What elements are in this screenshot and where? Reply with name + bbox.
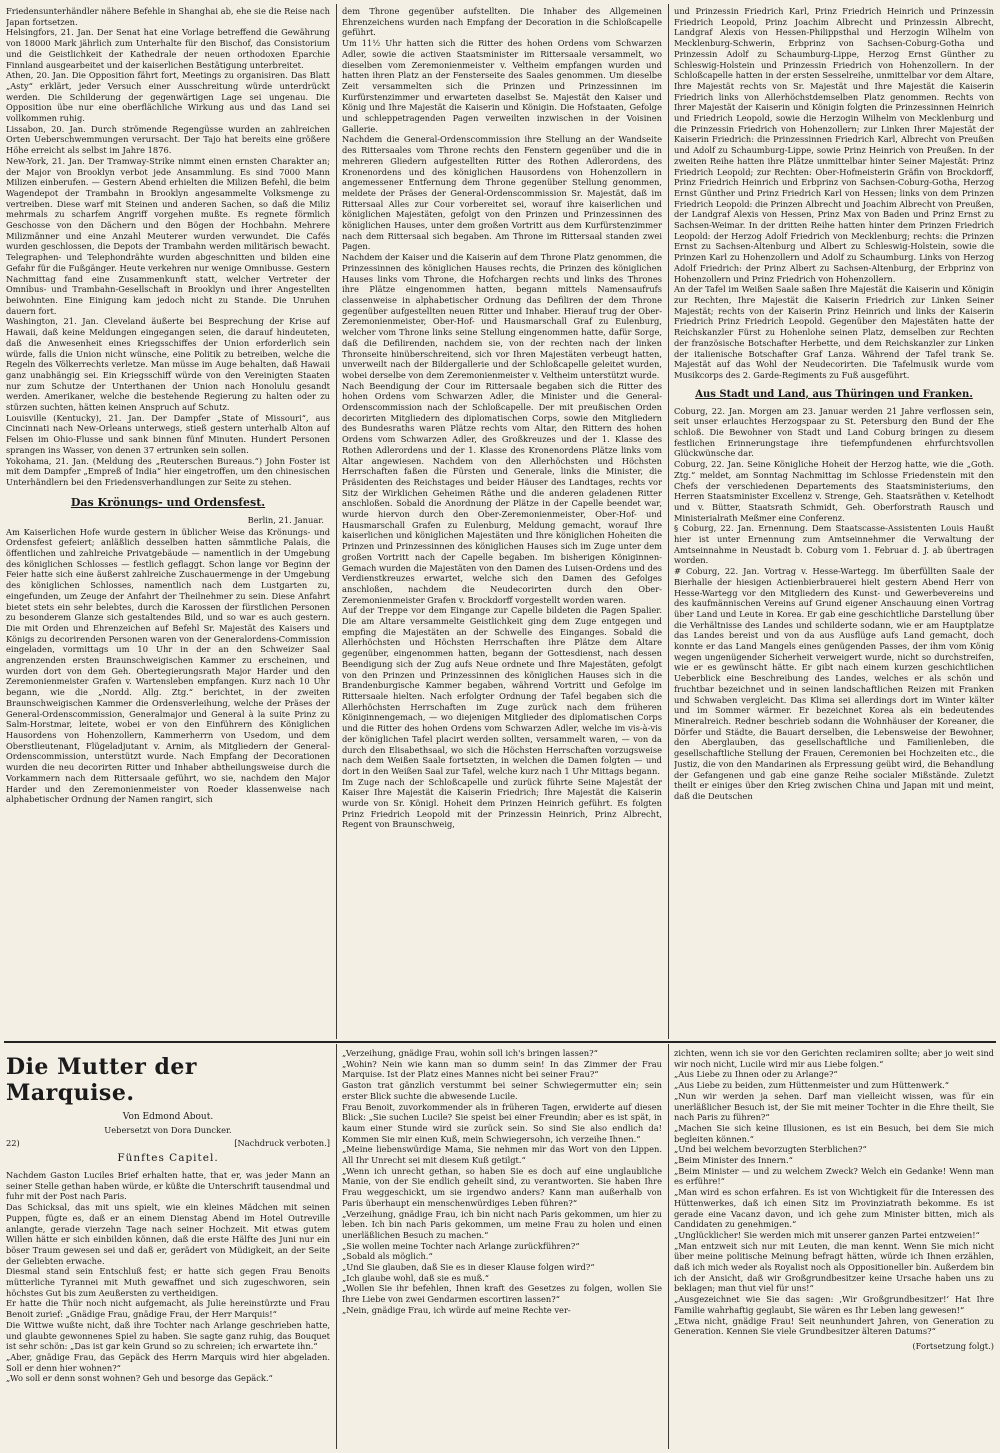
column-rule	[336, 4, 337, 1039]
story-paragraph: „Aus Liebe zu beiden, zum Hüttenmeister und zum Hüttenwerk.“	[674, 1080, 950, 1091]
article-paragraph: Nachdem der Kaiser und die Kaiserin auf dem Throne Platz genommen, die Prinzessinnen des königlichen Hauses rechts, die Prinzen des königlichen Hauses links vom Throne, die Hofchargen rechts und links des Thrones ihre Plätze eingenommen hatten, begann mittels Namensaufrufs classenweise in alphabetischer Ordnung das Defiliren der dem Throne gegenüber aufgestellten neuen Ritter und Inhaber. Hierauf trug der Ober-Zeremonienmeister, Ober-Hof- und Hausmarschall Graf zu Eulenburg, welcher vom Throne links seine Stellung eingenommen hatte, dafür Sorge, daß die Defilirenden, nachdem sie, von der rechten nach der linken Thronseite hinüberschreitend, sich vor Ihren Majestäten verbeugt hatten, unverweilt nach der Bildergallerie und der Schloßcapelle geleitet wurden, wobei derselbe von dem Zeremonienmeister v. Veltheim unterstützt wurde.	[342, 252, 662, 380]
news-item: Lissabon, 20. Jan. Durch strömende Regengüsse wurden an zahlreichen Orten Ueberschwemmungen verursacht. Der Tajo hat bereits eine größere Höhe erreicht als selbst im Jahre 1876.	[6, 123, 330, 156]
feuilleton-column-3	[674, 1048, 994, 1449]
story-paragraph: „Aus Liebe zu Ihnen oder zu Arlange?“	[674, 1069, 838, 1080]
article-paragraph: Im Zuge nach der Schloßcapelle und zurück führte Seine Majestät der Kaiser Ihre Majestät die Kaiserin Friedrich; Ihre Majestät die Kaiserin wurde von Sr. Königl. Hoheit dem Prinzen Heinrich geführt. Es folgten Prinz Friedrich Leopold mit der Prinzessin Heinrich, Prinz Albrecht, Regent von Braunschweig,	[342, 776, 662, 830]
story-paragraph: „Nein, gnädige Frau, ich würde auf meine Rechte ver-	[342, 1304, 571, 1315]
story-paragraph: „Aber, gnädige Frau, das Gepäck des Herrn Marquis wird hier abgeladen. Soll er denn hier wohnen?“	[6, 1351, 330, 1373]
column-rule	[336, 1044, 337, 1449]
news-item: Athen, 20. Jan. Die Opposition fährt fort, Meetings zu organisiren. Das Blatt „Asty“ erklärt, jeder Versuch einer Ausschreitung würde unterdrückt werden. Die Schilderung der gegenwärtigen Lage sei ungenau. Die Opposition übe nur eine oberflächliche Wirkung aus und das Land sei vollkommen ruhig.	[6, 70, 330, 124]
column-rule	[668, 4, 669, 1039]
reprint-notice: [Nachdruck verboten.]	[234, 1138, 330, 1148]
feuilleton-divider	[4, 1041, 996, 1043]
story-paragraph: „Unglücklicher! Sie werden mich mit unserer ganzen Partei entzweien!“	[674, 1229, 980, 1240]
news-item: Yokohama, 21. Jan. (Meldung des „Reuterschen Bureaus.“) John Foster ist mit dem Dampfer „Empreß of India“ hier eingetroffen, um den chinesischen Unterhändlern bei den Friedensverhandlungen zur Seite zu stehen.	[6, 455, 330, 487]
regional-item: # Coburg, 22. Jan. Vortrag v. Hesse-Wartegg. Im überfüllten Saale der Bierhalle der hiesigen Actienbierbrauerei hielt gestern Abend Herr von Hesse-Wartegg vor den Mitgliedern des Kunst- und Gewerbevereins und des kaufmännischen Vereins auf Grund eigener Anschauung einen Vortrag über Land und Leute in Korea. Er gab eine geschichtliche Darstellung über die Verhältnisse des Landes und schilderte sodann, wie er am Hauptplatze das Landes bereist und von da aus Ausflüge aufs Land gemacht, doch konnte er das Land Mangels eines genügenden Passes, der ihm vom König wegen ungenügender Sicherheit verweigert wurde, nicht so durchstreifen, wie er es gewünscht hätte. Er gibt nach einem kurzen geschichtlichen Ueberblick eine Beschreibung des Landes, welches er als schön und fruchtbar bezeichnet und in seinen landschaftlichen Reizen mit Franken und Schwaben vergleicht. Das Klima sei allerdings dort im Winter kälter und im Sommer wärmer. Er bezeichnet Korea als ein bedeutendes Mineralreich. Redner beschrieb sodann die Wohnhäuser der Koreaner, die Dörfer und Städte, die Bauart derselben, die Lebensweise der Bewohner, den Aberglauben, das gesellschaftliche und Familienleben, die gesellschaftliche Stellung der Frauen, Ceremonien bei Hochzeiten etc., die Justiz, die von den Mandarinen als Erpressung geübt wird, die Behandlung der Gefangenen und gab eine ganze Reihe socialer Mißstände. Zuletzt theilt er einiges über den Krieg zwischen China und Japan mit und meint, daß die Deutschen	[674, 566, 994, 801]
feuilleton-title: Die Mutter der Marquise.	[6, 1054, 197, 1106]
story-paragraph: „Und Sie glauben, daß Sie es in dieser Klause folgen wird?“	[342, 1262, 595, 1273]
news-item: Helsingfors, 21. Jan. Der Senat hat eine Vorlage betreffend die Gewährung von 18000 Mark jährlich zum Unterhalte für den Bischof, das Consistorium und die Geistlichkeit der Kathedrale der neuen orthodoxen Eparchie Finnland ausgearbeitet und der kaiserlichen Bestätigung unterbreitet.	[6, 27, 330, 70]
news-column-2	[342, 6, 662, 1039]
regional-item: § Coburg, 22. Jan. Ernennung. Dem Staatscasse-Assistenten Louis Haußt hier ist unter Ernennung zum Amtseinnehmer die Verwaltung der Amtseinnahme in Neustadt b. Coburg vom 1. Februar d. J. ab übertragen worden.	[674, 523, 994, 566]
feuilleton-translator: Uebersetzt von Dora Duncker.	[104, 1125, 232, 1135]
story-paragraph: „Sie wollen meine Tochter nach Arlange zurückführen?“	[342, 1240, 580, 1251]
story-paragraph: „Machen Sie sich keine Illusionen, es ist ein Besuch, bei dem Sie mich begleiten können.“	[674, 1122, 994, 1144]
article-paragraph: An der Tafel im Weißen Saale saßen Ihre Majestät die Kaiserin und Königin zur Rechten, Ihre Majestät die Kaiserin Friedrich zur Linken Seiner Majestät; rechts von der Kaiserin Prinz Heinrich und links der Kaiserin Friedrich Prinz Friedrich Leopold. Gegenüber den Majestäten hatte der Reichskanzler Fürst zu Hohenlohe seinen Platz, demselben zur Rechten der französische Botschafter Herbette, und dem Reichskanzler zur Linken der italienische Botschafter Graf Lanza. Während der Tafel trank Se. Majestät auf das Wohl der Neudecorirten. Die Tafelmusik wurde vom Musikcorps des 2. Garde-Regiments zu Fuß ausgeführt.	[674, 284, 994, 380]
story-paragraph: Die Wittwe wußte nicht, daß ihre Tochter nach Arlange geschrieben hatte, und glaubte gewonnenes Spiel zu haben. Sie sagte ganz ruhig, das Bouquet ist sehr schön: „Das ist gar kein Grund so zu schreien; ich erwartete ihn.“	[6, 1319, 330, 1352]
story-paragraph: Frau Benoit, zuvorkommender als in früheren Tagen, erwiderte auf diesen Blick: „Sie suchen Lucile? Sie speist bei einer Freundin; aber es ist spät, in kaum einer Stunde wird sie zurück sein. So sind Sie also endlich da! Kommen Sie mir einen Kuß, mein Schwiegersohn, ich verzeihe Ihnen.“	[342, 1101, 662, 1144]
continuation-note: (Fortsetzung folgt.)	[912, 1340, 994, 1351]
story-paragraph: „Sobald als möglich.“	[342, 1251, 433, 1262]
feuilleton-column-1	[6, 1048, 330, 1449]
section-heading: Aus Stadt und Land, aus Thüringen und Franken.	[695, 388, 973, 400]
news-column-1	[6, 6, 330, 1039]
news-item: Friedensunterhändler nähere Befehle in Shanghai ab, ehe sie die Reise nach Japan fortsetzen.	[6, 6, 330, 27]
story-paragraph: „Meine liebenswürdige Mama, Sie nehmen mir das Wort von den Lippen. All Ihr Unrecht sei mit diesem Kuß getilgt.“	[342, 1144, 662, 1166]
news-item: Louisville (Kentucky), 21. Jan. Der Dampfer „State of Missouri“, aus Cincinnati nach New-Orleans unterwegs, stieß gestern unterhalb Alton auf Felsen im Ohio-Flusse und sank binnen fünf Minuten. Hundert Personen sprangen ins Wasser, von denen 37 ertrunken sein sollen.	[6, 412, 330, 455]
story-paragraph: „Beim Minister — und zu welchem Zweck? Welch ein Gedanke! Wenn man es erführe!“	[674, 1165, 994, 1187]
chapter-heading: Fünftes Capitel.	[117, 1152, 219, 1164]
story-paragraph: „Wo soll er denn sonst wohnen? Geh und besorge das Gepäck.“	[6, 1373, 273, 1384]
article-paragraph: Um 11½ Uhr hatten sich die Ritter des hohen Ordens vom Schwarzen Adler, sowie die activen Staatsminister im Rittersaale versammelt, wo dieselben vom Zeremonienmeister v. Veltheim empfangen wurden und hatten ihren Platz an der Fensterseite des Saales genommen. Um dieselbe Zeit versammelten sich die Prinzen und Prinzessinnen im Kurfürstenzimmer und erwarteten daselbst Se. Majestät den Kaiser und König und Ihre Majestät die Kaiserin und Königin. Die Hofstaaten, Gefolge und schleppetragenden Pagen verweilten inzwischen in der Voisinen Gallerie.	[342, 38, 662, 134]
feuilleton-column-2	[342, 1048, 662, 1449]
article-paragraph: Nachdem die General-Ordenscommission ihre Stellung an der Wandseite des Rittersaales vom Throne rechts den Fenstern gegenüber und die in mehreren Gliedern aufgestellten Ritter des Rothen Adlerordens, des Kronenordens und des königlichen Hausordens von Hohenzollern in angemessener Entfernung dem Throne gegenüber Stellung genommen, meldete der Präses der General-Ordenscommission Sr. Majestät, daß im Rittersaal Alles zur Cour vorbereitet sei, worauf ihre kaiserlichen und königlichen Majestäten, gefolgt von den Prinzen und Prinzessinnen des königlichen Hauses, unter dem großen Vortritt aus dem Kurfürstenzimmer nach dem Rittersaal sich begaben. Am Throne im Rittersaal standen zwei Pagen.	[342, 134, 662, 252]
installment-number: 22)	[6, 1138, 20, 1148]
news-column-3	[674, 6, 994, 1039]
article-paragraph: dem Throne gegenüber aufstellten. Die Inhaber des Allgemeinen Ehrenzeichens wurden nach Empfang der Decoration in die Schloßcapelle geführt.	[342, 6, 662, 38]
article-paragraph: Am Kaiserlichen Hofe wurde gestern in üblicher Weise das Krönungs- und Ordensfest gefeiert; anläßlich desselben hatten sämmtliche Palais, die öffentlichen und zahlreiche Privatgebäude — namentlich in der Umgebung des königlichen Schlosses — festlich geflaggt. Schon lange vor Beginn der Feier hatte sich eine äußerst zahlreiche Zuschauermenge in der Umgebung des königlichen Schlosses, namentlich nach dem Lustgarten zu, eingefunden, um Zeuge der Anfahrt der Theilnehmer zu sein. Diese Anfahrt bietet stets ein sehr belebtes, durch die Karossen der fürstlichen Personen zu besonderem Glanze sich gestaltendes Bild, und so war es auch gestern. Die mit Orden und Ehrenzeichen auf Befehl Sr. Majestät des Kaisers und Königs zu decorirenden Personen waren von der Generalordens-Commission eingeladen, vormittags um 10 Uhr in der an den Schweizer Saal angrenzenden ersten Braunschweigischen Kammer zu erscheinen, und wurden dort von dem Geh. Obertegierungsrath Major Harder und den Zeremonienmeister Grafen v. Wartensleben empfangen. Kurz nach 10 Uhr begann, wie die „Nordd. Allg. Ztg.“ berichtet, in der zweiten Braunschweigischen Kammer die Ordensverleihung, welche der Präses der General-Ordenscommission, Generalmajor und General à la suite Prinz zu Salm-Horstmar, leitete, wobei er von den Einführern des Königlichen Hausordens von Hohenzollern, Kammerherrn von Usedom, und dem Oberstlieutenant, Flügeladjutant v. Arnim, als Mitgliedern der General-Ordenscommission, unterstützt wurde. Nach Empfang der Decorationen wurden die neu decorirten Ritter und Inhaber abtheilungsweise durch die Vorkammern nach dem Rittersaale geführt, wo sie, nachdem den Major Harder und den Zeremonienmeister von Roeder klassenweise nach alphabetischer Ordnung der Namen rangirt, sich	[6, 526, 330, 805]
story-paragraph: „Nun wir werden ja sehen. Darf man vielleicht wissen, was für ein unerläßlicher Besuch ist, der Sie mit meiner Tochter in die Ehre theilt, Sie nach Paris zu führen?“	[674, 1090, 994, 1123]
article-paragraph: Nach Beendigung der Cour im Rittersaale begaben sich die Ritter des hohen Ordens vom Schwarzen Adler, die Minister und die General-Ordenscommission nach der Schloßcapelle. Der mit preußischen Orden decorirten Mitgliedern des diplomatischen Corps, sowie den Mitgliedern des Bundesraths waren Plätze rechts vom Altar, den Rittern des hohen Ordens vom Schwarzen Adler, des Großkreuzes und der 1. Klasse des Rothen Adlerordens und der 1. Klasse des Kronenordens Plätze links vom Altar angewiesen. Nachdem von den Allerhöchsten und Höchsten Herrschaften faßen die Fürsten und Generale, links die Minister, die Präsidenten des Reichstages und beider Häuser des Landtages, rechts vor Sitz der Wirklichen Geheimen Räthe und die anderen geladenen Ritter anschloßen. Sobald die Anordnung der Plätze in der Capelle beendet war, wurde hiervon durch den Ober-Zeremonienmeister, Ober-Hof- und Hausmarschall Grafen zu Eulenburg, Meldung gemacht, worauf Ihre kaiserlichen und königlichen Majestäten und Ihre königlichen Hoheiten die Prinzen und Prinzessinnen des königlichen Hauses sich im Zuge unter dem großen Vortritt nach der Capelle begaben. Im bisherigen Königinnen-Gemach wurden die Majestäten von den Damen des Luisen-Ordens und des Verdienstkreuzes erwartet, welche sich den Damen des Gefolges anschloßen, nachdem die Neudecorirten durch den Ober-Zeremonienmeister Grafen v. Brockdorff vorgestellt worden waren.	[342, 380, 662, 605]
story-paragraph: Gaston trat gänzlich verstummt bei seiner Schwiegermutter ein; sein erster Blick suchte die abwesende Lucile.	[342, 1080, 662, 1101]
regional-item: Coburg, 22. Jan. Morgen am 23. Januar werden 21 Jahre verflossen sein, seit unser erlauchtes Herzogspaar zu St. Petersburg den Bund der Ehe schloß. Die Bewohner von Stadt und Land Coburg bringen zu diesem festlichen Erinnerungstage ihre tiefempfundenen ehrfurchtsvollen Glückwünsche dar.	[674, 405, 994, 459]
story-paragraph: „Ausgezeichnet wie Sie das sagen: ‚Wir Großgrundbesitzer!‘ Hat Ihre Familie wahrhaftig geglaubt, Sie wären es Ihr Leben lang gewesen!“	[674, 1294, 994, 1315]
story-paragraph: „Verzeihung, gnädige Frau, wohin soll ich's bringen lassen?“	[342, 1048, 598, 1058]
story-paragraph: „Beim Minister des Innern.“	[674, 1155, 793, 1166]
story-paragraph: „Wohin? Nein wie kann man so dumm sein! In das Zimmer der Frau Marquise. Ist der Platz eines Mannes nicht bei seiner Frau?“	[342, 1058, 662, 1080]
story-paragraph: „Man entzweit sich nur mit Leuten, die man kennt. Wenn Sie mich nicht über meine politische Meinung befragt hätten, würde ich Ihnen erzählen, daß ich mich weder als Royalist noch als Oppositioneller bin. Außerdem bin ich der Ansicht, daß wir Großgrundbesitzer keine Ursache haben uns zu beklagen; man thut viel für uns!“	[674, 1240, 994, 1294]
news-item: New-York, 21. Jan. Der Tramway-Strike nimmt einen ernsten Charakter an; der Major von Brooklyn verbot jede Ansammlung. Es sind 7000 Mann Milizen einberufen. — Gestern Abend erhielten die Milizen Befehl, die beim Wagendepot der Trambahn in Brooklyn angesammelte Volksmenge zu vertreiben. Diese warf mit Steinen und anderen Sachen, so daß die Miliz mehrmals zu scharfem Angriff vorgehen mußte. Es regnete förmlich Geschosse von den Dächern und den Bögen der Hochbahn. Mehrere Milizmänner und eine Anzahl Meuterer wurden verwundet. Die Cafés wurden geschlossen, die Depots der Trambahn werden militärisch bewacht. Telegraphen- und Telephondrähte wurden abgeschnitten und bilden eine Gefahr für die Fußgänger. Heute verkehren nur wenige Omnibusse. Gestern Nachmittag fand eine Zusammenkunft statt, welcher Vertreter der Omnibus- und Trambahn-Gesellschaft in Brooklyn und ihrer Angestellten beiwohnten. Eine Einigung kam jedoch nicht zu Stande. Die Unruhen dauern fort.	[6, 155, 330, 316]
story-paragraph: „Man wird es schon erfahren. Es ist von Wichtigkeit für die Interessen des Hüttenwerkes, daß ich einen Sitz im Provinziatrath bekomme. Es ist gerade eine Vacanz davon, und ich gehe zum Minister bitten, mich als Candidaten zu genehmigen.“	[674, 1187, 994, 1230]
story-paragraph: Das Schicksal, das mit uns spielt, wie ein kleines Mädchen mit seinen Puppen, fügte es, daß er an einem Dienstag Abend im Hotel Outreville anlangte, gerade vierzehn Tage nach seiner Hochzeit. Mit etwas gutem Willen hätte er sich einbilden können, daß die erste Hälfte des Juni nur ein böser Traum gewesen sei und daß er, gerädert von Müdigkeit, an der Seite der Geliebten erwache.	[6, 1202, 330, 1266]
news-item: Washington, 21. Jan. Cleveland äußerte bei Besprechung der Krise auf Hawaii, daß keine Meldungen eingegangen seien, die darauf hindeuteten, daß die Anwesenheit eines Kriegsschiffes der Union erforderlich sein würde, falls die Union nicht wünsche, eine Politik zu betreiben, welche die Regeln des Völkerrechts verletze. Man müsse im Auge behalten, daß Hawaii ganz unabhängig sei. Ein Kriegsschiff würde von den Vereinigten Staaten nur zum Schutze der Unterthanen der Union nach Honolulu gesandt werden. Amerikaner, welche die bestehende Regierung zu halten oder zu stürzen suchten, hätten keinen Anspruch auf Schutz.	[6, 316, 330, 413]
article-heading: Das Krönungs- und Ordensfest.	[70, 495, 266, 509]
story-paragraph: zichten, wenn ich sie vor den Gerichten reclamiren sollte; aber jo weit sind wir noch nicht, Lucile wird mir aus Liebe folgen.“	[674, 1048, 994, 1069]
story-paragraph: „Und bei welchem bevorzugten Sterblichen?“	[674, 1144, 867, 1155]
article-paragraph: und Prinzessin Friedrich Karl, Prinz Friedrich Heinrich und Prinzessin Friedrich Leopold, Prinz Joachim Albrecht und Prinzessin Albrecht, Landgraf Alexis von Hessen-Philippsthal und Herzogin Wilhelm von Mecklenburg-Schwerin, Erbprinz von Sachsen-Coburg-Gotha und Prinzessin Adolf zu Schaumburg-Lippe, Herzog Ernst Günther zu Schleswig-Holstein und Prinzessin Friedrich von Hohenzollern. In der Schloßcapelle hatten in der ersten Sesselreihe, unmittelbar vor dem Altare, Ihre Majestät rechts von Sr. Majestät und Ihre Majestät die Kaiserin Friedrich links von Allerhöchstdemselben Platz genommen. Rechts von Ihrer Majestät der Kaiserin und Königin folgten die Prinzessinnen Heinrich und Friedrich Leopold, sowie die Herzogin Wilhelm von Mecklenburg und die Prinzessin Friedrich von Hohenzollern; zur Linken Ihrer Majestät der Kaiserin Friedrich: die Prinzessinnen Friedrich Karl, Albrecht von Preußen und Adolf zu Schaumburg-Lippe, sowie Prinz Heinrich von Preußen. In der zweiten Reihe hatten ihre Plätze unmittelbar hinter Seiner Majestät: Prinz Friedrich Leopold; zur Rechten: Ober-Hofmeisterin Gräfin von Brockdorff, Prinz Friedrich Heinrich und Erbprinz von Sachsen-Coburg-Gotha, Herzog Ernst Günther und Prinz Friedrich Karl von Hessen; links von dem Prinzen Friedrich Leopold: die Prinzen Albrecht und Joachim Albrecht von Preußen, der Landgraf Alexis von Hessen, Prinz Max von Baden und Prinz Ernst zu Sachsen-Weimar. In der dritten Reihe hatten hinter dem Prinzen Friedrich Leopold: der Herzog Adolf Friedrich von Mecklenburg; rechts: die Prinzen Ernst zu Sachsen-Altenburg und Albert zu Schleswig-Holstein, sowie die Prinzen Karl zu Hohenzollern und Adolf zu Schaumburg. Links von Herzog Adolf Friedrich: der Prinz Albert zu Sachsen-Altenburg, der Erbprinz von Hohenzollern und Prinz Friedrich von Hohenzollern.	[674, 6, 994, 284]
feuilleton-author: Von Edmond About.	[122, 1112, 214, 1122]
story-paragraph: „Wollen Sie ihr befehlen, Ihnen kraft des Gesetzes zu folgen, wollen Sie Ihre Liebe von zwei Gendarmen escortiren lassen?“	[342, 1283, 662, 1305]
story-paragraph: „Verzeihung, gnädige Frau, ich bin nicht nach Paris gekommen, um hier zu leben. Ich bin nach Paris gekommen, um meine Frau zu holen und einen unerläßlichen Besuch zu machen.“	[342, 1208, 662, 1240]
story-paragraph: „Etwa nicht, gnädige Frau! Seit neunhundert Jahren, von Generation zu Generation. Kennen Sie viele Grundbesitzer älteren Datums?“	[674, 1315, 994, 1337]
regional-item: Coburg, 22. Jan. Seine Königliche Hoheit der Herzog hatte, wie die „Goth. Ztg.“ meldet, am Sonntag Nachmittag im Schlosse Friedenstein mit den Chefs der verschiedenen Departements des Staatsministeriums, den Herren Staatsminister Excellenz v. Strenge, Geh. Staatsräthen v. Ketelhodt und v. Bütter, Staatsrath Schmidt, Geh. Oberforstrath Rausch und Ministerialrath Meßmer eine Conferenz.	[674, 459, 994, 523]
article-paragraph: Auf der Treppe vor dem Eingange zur Capelle bildeten die Pagen Spalier. Die am Altare versammelte Geistlichkeit ging dem Zuge entgegen und empfing die Majestäten an der Schwelle des Einganges. Sobald die Allerhöchsten und Höchsten Herrschaften ihre Plätze dem Altare gegenüber, eingenommen hatten, begann der Gottesdienst, nach dessen Beendigung sich der Zug aufs Neue ordnete und Ihre Majestäten, gefolgt von den Prinzen und Prinzessinnen des königlichen Hauses sich in die Brandenburgische Kammer begaben, während Vortritt und Gefolge im Rittersaale hielten. Nach erfolgter Ordnung der Tafel begaben sich die Allerhöchsten Herrschaften im Zuge zurück nach dem früheren Königinnengemach, — wo diejenigen Mitglieder des diplomatischen Corps und die Ritter des hohen Ordens vom Schwarzen Adler, welche im vis-à-vis der königlichen Tafel placirt werden sollten, versammelt waren, — von da durch den Elisabethsaal, wo sich die Höchsten Herrschaften vorzugsweise nach dem Weißen Saale fortsetzten, in welchen die Damen folgten — und dort in den Weißen Saal zur Tafel, welche kurz nach 1 Uhr Mittags begann.	[342, 605, 662, 776]
story-paragraph: „Wenn ich unrecht gethan, so haben Sie es doch auf eine unglaubliche Manie, von der Sie endlich geheilt sind, zu verantworten. Sie haben Ihre Frau weggeschickt, um sie irgendwo anders? Kann man außerhalb von Paris überhaupt ein menschenwürdiges Leben führen?“	[342, 1165, 662, 1208]
story-paragraph: Nachdem Gaston Luciles Brief erhalten hatte, that er, was jeder Mann an seiner Stelle gethan haben würde, er küßte die Unterschrift tausendmal und fuhr mit der Post nach Paris.	[6, 1170, 330, 1202]
story-paragraph: „Ich glaube wohl, daß sie es muß.“	[342, 1272, 490, 1283]
story-paragraph: Er hatte die Thür noch nicht aufgemacht, als Julie hereinstürzte und Frau Benoit zurief: „Gnädige Frau, gnädige Frau, der Herr Marquis!“	[6, 1298, 330, 1320]
article-dateline: Berlin, 21. Januar.	[247, 514, 324, 525]
column-rule	[668, 1044, 669, 1449]
story-paragraph: Diesmal stand sein Entschluß fest; er hatte sich gegen Frau Benoits mütterliche Tyrannei mit Muth gewaffnet und sich zugeschworen, sein höchstes Gut bis zum Aeußersten zu vertheidigen.	[6, 1266, 330, 1298]
